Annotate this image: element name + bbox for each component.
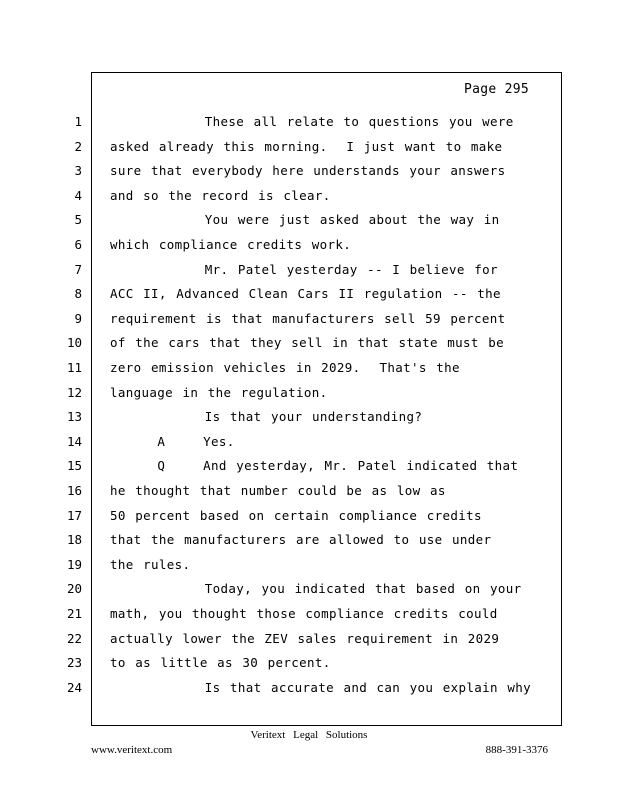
line-number: 22 [66,630,82,646]
line-number: 1 [74,114,82,129]
line-number: 4 [74,187,82,203]
transcript-line-text: zero emission vehicles in 2029. That's the [110,360,460,375]
line-number: 19 [66,556,82,572]
transcript-line-text: 50 percent based on certain compliance credits [110,507,482,523]
line-number: 23 [66,655,82,671]
line-number: 24 [66,679,82,695]
transcript-line-text: A Yes. [110,433,235,449]
transcript-line-text: Is that accurate and can you explain why [110,679,531,695]
transcript-line-text: that the manufacturers are allowed to use under [110,532,492,548]
transcript-line-text: Is that your understanding? [110,409,423,425]
transcript-line-text: ACC II, Advanced Clean Cars II regulation -- the [110,286,501,302]
line-number: 6 [74,237,82,252]
line-number: 14 [66,433,82,449]
footer-company: Veritext Legal Solutions [250,729,368,741]
transcript-line-text: which compliance credits work. [110,237,352,252]
line-number: 7 [74,261,82,277]
transcript-line-text: language in the regulation. [110,384,328,400]
line-number: 18 [66,532,82,548]
line-number: 21 [66,606,82,621]
transcript-line-text: actually lower the ZEV sales requirement in 2029 [110,630,500,646]
line-number: 17 [66,507,82,523]
line-number: 9 [74,310,82,326]
line-number: 15 [66,458,82,474]
line-number: 16 [66,483,82,498]
footer-phone: 888-391-3376 [485,744,548,756]
line-number: 11 [66,360,82,375]
page-number: Page 295 [464,82,530,97]
transcript-line-text: he thought that number could be as low as [110,483,446,498]
transcript-line-text: of the cars that they sell in that state must be [110,335,505,351]
line-number: 8 [74,286,82,302]
line-number: 2 [74,138,82,154]
line-number: 10 [66,335,82,351]
transcript-line-text: Mr. Patel yesterday -- I believe for [110,261,498,277]
line-number: 20 [66,581,82,597]
transcript-line-text: asked already this morning. I just want to make [110,138,503,154]
transcript-line-text: sure that everybody here understands your answers [110,163,506,179]
line-number: 3 [74,163,82,179]
transcript-line-text: and so the record is clear. [110,187,331,203]
transcript-line-text: You were just asked about the way in [110,212,500,228]
transcript-line-text: to as little as 30 percent. [110,655,331,671]
footer-website: www.veritext.com [91,744,173,756]
line-number: 13 [66,409,82,425]
transcript-line-text: Q And yesterday, Mr. Patel indicated that [110,458,519,474]
transcript-line-text: Today, you indicated that based on your [110,581,522,597]
line-number: 5 [74,212,82,228]
transcript-line-text: the rules. [110,556,191,572]
transcript-line-text: These all relate to questions you were [110,114,514,129]
transcript-line-text: requirement is that manufacturers sell 59 percent [110,310,506,326]
line-number: 12 [66,384,82,400]
transcript-line-text: math, you thought those compliance credits could [110,606,498,621]
